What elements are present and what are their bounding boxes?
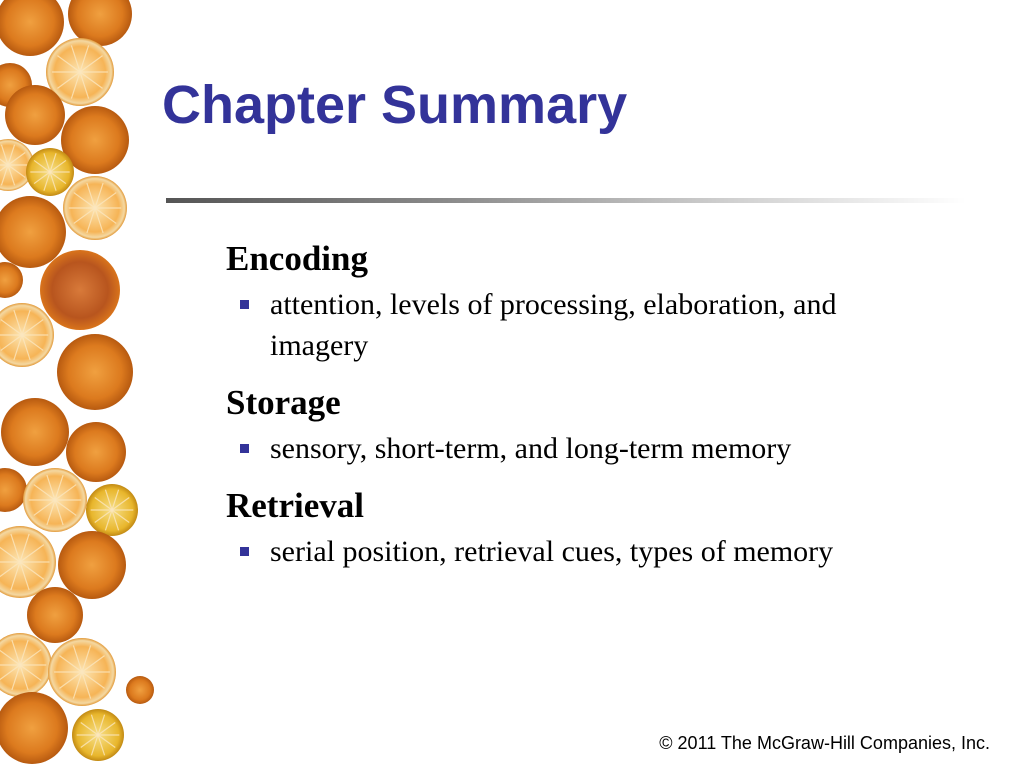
orange-slices-decoration — [0, 0, 160, 768]
bullet-text: sensory, short-term, and long-term memory — [270, 432, 792, 465]
orange-slice — [57, 334, 133, 410]
bullet-text: attention, levels of processing, elaboration, and imagery — [270, 288, 837, 362]
bullet-square-icon — [240, 547, 249, 556]
bullet-text: serial position, retrieval cues, types of memory — [270, 535, 834, 568]
orange-slice — [27, 587, 83, 643]
bullet-item — [226, 531, 910, 572]
orange-slice — [66, 422, 126, 482]
bullet-square-icon — [240, 444, 249, 453]
section-heading: Retrieval — [226, 486, 364, 525]
orange-slices-image — [0, 0, 160, 768]
orange-slice — [0, 692, 68, 764]
orange-slice — [0, 196, 66, 268]
section-encoding — [226, 238, 906, 366]
orange-slice — [5, 85, 65, 145]
bullet-item — [226, 428, 910, 469]
section-storage — [226, 382, 906, 469]
section-retrieval — [226, 485, 906, 572]
copyright-footer: © 2011 The McGraw-Hill Companies, Inc. — [659, 733, 990, 753]
title-divider — [166, 198, 966, 203]
section-heading: Encoding — [226, 239, 368, 278]
orange-slice — [0, 0, 64, 56]
summary-content — [226, 238, 906, 588]
orange-slice — [40, 250, 120, 330]
orange-slice — [0, 468, 27, 512]
orange-slice — [1, 398, 69, 466]
page-title: Chapter Summary — [162, 75, 628, 135]
orange-slice — [58, 531, 126, 599]
orange-slice — [126, 676, 154, 704]
bullet-square-icon — [240, 300, 249, 309]
orange-slice — [0, 262, 23, 298]
bullet-item — [226, 284, 910, 366]
section-heading: Storage — [226, 383, 341, 422]
